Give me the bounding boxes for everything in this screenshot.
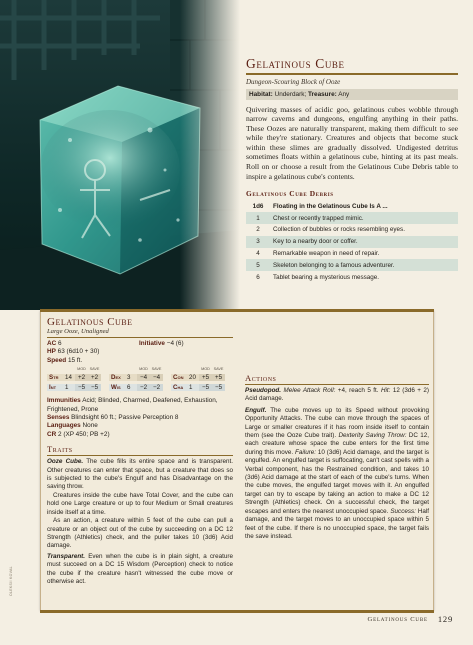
senses-line bbox=[47, 414, 233, 422]
actions-rule bbox=[245, 384, 429, 385]
action-text: The cube moves up to its Speed without provoking Opportunity Attacks. The cube can move through the spaces of Large or smaller creatures if it has room inside itself to contain them (see the Ooze Cube trait). bbox=[245, 406, 429, 440]
cr-label: CR bbox=[47, 430, 57, 438]
artist-credit: OLEKSII KOVAL bbox=[9, 566, 13, 596]
immunities-value: Acid; Blinded, Charmed, Deafened, Exhaustion, Frightened, Prone bbox=[47, 397, 218, 413]
mod-label: MOD bbox=[201, 367, 210, 372]
table-row bbox=[246, 212, 458, 224]
treasure-label: Treasure: bbox=[307, 90, 337, 98]
gelatinous-cube-illustration bbox=[0, 0, 240, 310]
languages-line bbox=[47, 422, 233, 430]
saving-throw-label: Dexterity Saving Throw: bbox=[336, 432, 407, 440]
languages-label: Languages bbox=[47, 422, 81, 430]
hp-value: 63 (6d10 + 30) bbox=[57, 348, 100, 356]
languages-value: None bbox=[82, 422, 98, 430]
mod-label: MOD bbox=[139, 367, 148, 372]
stat-block-top-border bbox=[40, 309, 434, 312]
debris-table bbox=[246, 201, 458, 283]
row-die: 5 bbox=[246, 259, 270, 271]
cr-value: 2 (XP 450; PB +2) bbox=[58, 430, 110, 438]
senses-value: Blindsight 60 ft.; Passive Perception 8 bbox=[71, 414, 179, 422]
trait-ooze-cube-p3: As an action, a creature within 5 feet of the cube can pull a creature or an object out of the cube by succeeding on a DC 12 Strength (Athletics) check, and the puller takes 10 (3d6) Acid damage. bbox=[47, 517, 233, 550]
immunities-label: Immunities bbox=[47, 397, 81, 405]
initiative-label: Initiative bbox=[139, 340, 165, 347]
lore-paragraph: Quivering masses of acidic goo, gelatinous cubes wobble through narrow caverns and dungeons, engulfing anything in their paths. These Oozes are naturally transparent, making them difficult to see while they're stationary. Creatures and objects that become stuck within these slimes are gradually dissolved. Undigested detritus sometimes floats within a gelatinous cube, hinting at its past meals. Roll on or choose a result from the Gelatinous Cube Debris table to inspire a gelatinous cube's contents. bbox=[246, 104, 458, 181]
action-name: Engulf. bbox=[245, 406, 267, 414]
debris-table-header bbox=[246, 201, 458, 212]
row-text: Chest or recently trapped mimic. bbox=[270, 212, 458, 224]
action-pseudopod bbox=[245, 387, 429, 404]
row-die: 4 bbox=[256, 249, 260, 257]
ability-row-physical bbox=[47, 372, 233, 382]
habitat-bar bbox=[246, 89, 458, 100]
page-number: 129 bbox=[437, 614, 453, 624]
table-row bbox=[246, 259, 458, 271]
senses-label: Senses bbox=[47, 414, 70, 422]
stat-block-rule bbox=[47, 337, 233, 338]
success-label: Success: bbox=[388, 507, 416, 515]
table-row bbox=[246, 271, 458, 283]
trait-name: Transparent. bbox=[47, 552, 86, 560]
ac-line bbox=[47, 340, 233, 348]
stat-block-right-column bbox=[245, 339, 429, 541]
trait-name: Ooze Cube. bbox=[47, 458, 84, 466]
ability-str: Str 14 +2 +2 bbox=[47, 372, 106, 382]
trait-text: Even when the cube is in plain sight, a creature must succeed on a DC 15 Wisdom (Perception) check to notice the cube if the creature hasn't witnessed the cube move or otherwise act. bbox=[47, 552, 233, 585]
ability-int: Int 1 −5 −5 bbox=[47, 382, 106, 392]
row-text: Tablet bearing a mysterious message. bbox=[273, 273, 380, 281]
table-row bbox=[246, 224, 458, 236]
stat-block-type: Large Ooze, Unaligned bbox=[47, 328, 109, 335]
speed-line bbox=[47, 357, 233, 365]
ac-value: 6 bbox=[58, 340, 62, 347]
save-label: SAVE bbox=[89, 367, 100, 372]
row-text: Remarkable weapon in need of repair. bbox=[273, 249, 380, 257]
traits-heading: Traits bbox=[47, 444, 73, 455]
speed-label: Speed bbox=[47, 356, 67, 364]
row-text: Key to a nearby door or coffer. bbox=[270, 236, 458, 248]
debris-col-die: 1d6 bbox=[252, 203, 264, 211]
table-row bbox=[246, 248, 458, 260]
save-label: SAVE bbox=[213, 367, 224, 372]
stat-block bbox=[40, 311, 434, 611]
ability-wis: Wis 6 −2 −2 bbox=[109, 382, 168, 392]
habitat-label: Habitat: bbox=[249, 90, 273, 98]
trait-text: The cube fills its entire space and is transparent. Other creatures can enter that space, but a creature that does so is subjected to the cube's Engulf and has Disadvantage on the saving throw. bbox=[47, 458, 233, 491]
failure-text: 10 (3d6) Acid damage, and the target is engulfed. An engulfed target is suffocating, can't cast spells with a Verbal component, has the Restrained condition, and takes 10 (3d6) Acid damage at the start of each of the cube's turns. When the cube moves, the engulfed target moves with it. An engulfed target can try to escape by taking an action to make a DC 12 Strength (Athletics) check. On a successful check, the target escapes and enters the nearest unoccupied space. bbox=[245, 448, 430, 515]
speed-value: 15 ft. bbox=[67, 356, 83, 364]
trait-transparent bbox=[47, 553, 233, 587]
initiative-value: −4 (6) bbox=[166, 340, 184, 347]
row-die: 1 bbox=[246, 212, 270, 224]
debris-table-title: Gelatinous Cube Debris bbox=[246, 189, 334, 199]
attack-roll-label: Melee Attack Roll: bbox=[281, 387, 336, 394]
stat-block-name: Gelatinous Cube bbox=[47, 316, 133, 328]
ability-row-mental bbox=[47, 382, 233, 392]
title-rule bbox=[246, 73, 458, 75]
action-name: Pseudopod. bbox=[245, 387, 282, 394]
habitat-value: Underdark; bbox=[274, 90, 307, 98]
failure-label: Failure: bbox=[293, 448, 317, 456]
monster-subtitle: Dungeon-Scouring Block of Ooze bbox=[246, 77, 341, 86]
ac-label: AC bbox=[47, 340, 57, 347]
stat-block-left-column bbox=[47, 316, 233, 586]
hit-value: 12 (3d6 + 2) Acid damage. bbox=[245, 387, 429, 403]
trait-ooze-cube-p2: Creatures inside the cube have Total Cover, and the cube can hold one Large creature or up to four Medium or Small creatures inside itself at a time. bbox=[47, 491, 233, 516]
trait-ooze-cube bbox=[47, 458, 233, 492]
initiative bbox=[139, 340, 184, 348]
row-text: Skeleton belonging to a famous adventurer. bbox=[270, 259, 458, 271]
hp-label: HP bbox=[47, 348, 56, 356]
row-die: 3 bbox=[246, 236, 270, 248]
ability-cha: Cha 1 −5 −5 bbox=[171, 382, 230, 392]
immunities-line bbox=[47, 397, 233, 414]
table-row bbox=[246, 236, 458, 248]
success-text: Half damage, and the target moves to an unoccupied space within 5 feet of the cube. If there is no unoccupied space, the target fails the save instead. bbox=[245, 507, 430, 540]
row-die: 2 bbox=[256, 226, 260, 234]
actions-heading: Actions bbox=[245, 373, 277, 383]
hit-label: Hit: bbox=[378, 387, 391, 394]
treasure-value: Any bbox=[338, 90, 350, 98]
saving-throw-text: DC 12, each creature whose space the cube enters for the first time during this move. bbox=[245, 432, 429, 456]
monster-title: Gelatinous Cube bbox=[246, 56, 345, 71]
stat-block-bottom-border bbox=[40, 610, 434, 613]
row-text: Collection of bubbles or rocks resembling eyes. bbox=[273, 226, 405, 234]
save-label: SAVE bbox=[151, 367, 162, 372]
debris-col-text: Floating in the Gelatinous Cube Is A ... bbox=[273, 203, 388, 211]
running-head: Gelatinous Cube bbox=[367, 615, 428, 623]
ability-con: Con 20 +5 +5 bbox=[171, 372, 230, 382]
action-engulf bbox=[245, 407, 429, 542]
traits-rule bbox=[47, 455, 233, 456]
mod-label: MOD bbox=[77, 367, 86, 372]
page-footer bbox=[368, 614, 453, 624]
ability-dex: Dex 3 −4 −4 bbox=[109, 372, 168, 382]
monster-intro bbox=[246, 56, 458, 283]
properties bbox=[47, 397, 233, 439]
cr-line bbox=[47, 431, 233, 439]
attack-roll-value: +4, reach 5 ft. bbox=[335, 387, 379, 394]
hp-line bbox=[47, 348, 233, 356]
row-die: 6 bbox=[256, 273, 260, 281]
